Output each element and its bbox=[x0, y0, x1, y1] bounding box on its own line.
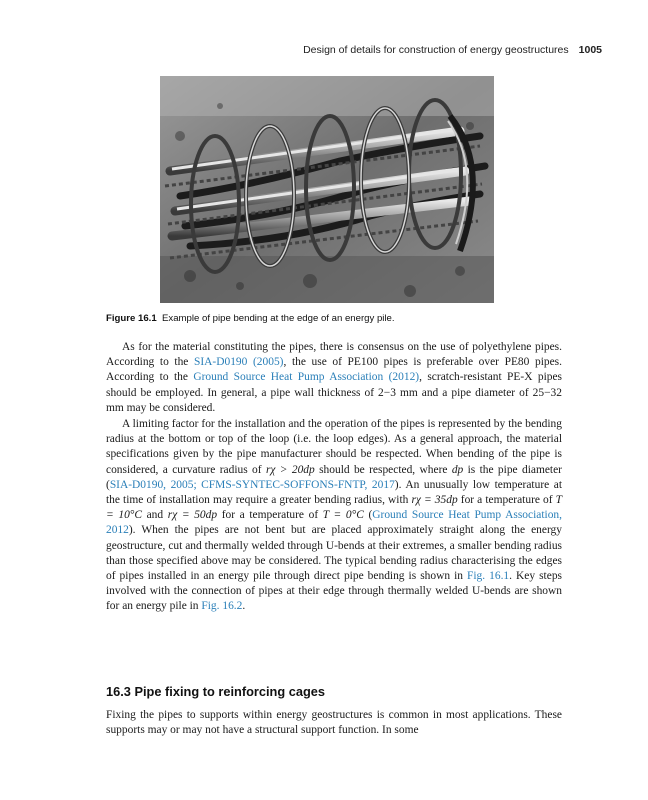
paragraph-3-text: Fixing the pipes to supports within energy geostructures is common in most applications. These supports may or may not have a structural support function. In some bbox=[106, 709, 562, 737]
reinforcing-cage-photo bbox=[160, 76, 494, 303]
math-expression: T = 10°C bbox=[106, 494, 563, 522]
figure-link[interactable]: Fig. 16.1 bbox=[467, 570, 510, 583]
text-run: ). An unusually low temperature at the time of installation may require a greater bending radius, with bbox=[106, 478, 562, 507]
text-run: ( bbox=[363, 509, 373, 522]
math-expression: T = 0°C bbox=[322, 509, 364, 522]
math-expression: dp bbox=[451, 463, 464, 476]
running-head bbox=[100, 44, 602, 56]
text-run: As for the material constituting the pipes, there is consensus on the use of polyethylene pipes. According to the bbox=[106, 341, 562, 369]
math-expression: rχ > 20dp bbox=[265, 463, 315, 476]
paragraph-2 bbox=[106, 417, 562, 615]
citation-link[interactable]: SIA-D0190, 2005; CFMS-SYNTEC-SOFFONS-FNTP, 2017 bbox=[109, 478, 395, 491]
text-run: and bbox=[141, 509, 168, 522]
text-run: should be respected, where bbox=[314, 463, 452, 476]
text-run: , scratch-resistant PE-X pipes should be employed. In general, a pipe wall thickness of 2−3 mm and a pipe diameter of 25−32 mm may be considered. bbox=[106, 371, 562, 414]
caption-text: Example of pipe bending at the edge of an energy pile. bbox=[162, 313, 395, 324]
paragraph-3 bbox=[106, 708, 562, 738]
citation-link[interactable]: Ground Source Heat Pump Association (2012) bbox=[193, 371, 420, 384]
text-run: is the pipe diameter ( bbox=[106, 463, 562, 491]
figure-link[interactable]: Fig. 16.2 bbox=[201, 600, 243, 613]
text-run: , the use of PE100 pipes is preferable over PE80 pipes. According to the bbox=[106, 356, 562, 384]
paragraph-1 bbox=[106, 340, 562, 416]
math-expression: rχ = 50dp bbox=[167, 509, 218, 522]
page-number: 1005 bbox=[578, 44, 602, 56]
text-run: ). When the pipes are not bent but are placed approximately straight along the energy geostructure, cut and thermally welded through U-bends at their extremes, a smaller bending radius than those specified above may be considered. The typical bending radius characterising the edges of pipes installed in an energy pile through direct pipe bending is shown in bbox=[106, 524, 562, 583]
text-run: A limiting factor for the installation and the operation of the pipes is represented by the bending radius at the bottom or top of the loop (i.e. the loop edges). As a general approach, the material specifications given by the pipe manufacturer should be respected. When bending of the pipe is considered, a curvature radius of bbox=[106, 418, 562, 476]
text-run: . bbox=[242, 600, 246, 613]
figure-label: Figure 16.1 bbox=[106, 313, 157, 324]
running-title: Design of details for construction of energy geostructures bbox=[303, 44, 569, 56]
citation-link[interactable]: SIA-D0190 (2005) bbox=[194, 356, 284, 369]
math-expression: rχ = 35dp bbox=[411, 494, 458, 507]
citation-link[interactable]: Ground Source Heat Pump Association, 2012 bbox=[106, 509, 562, 537]
figure-photo bbox=[160, 76, 494, 303]
figure-caption bbox=[106, 313, 395, 324]
text-run: . Key steps involved with the connection of pipes at their edge through thermally welded U-bends are shown for an energy pile in bbox=[106, 570, 562, 613]
text-run: for a temperature of bbox=[217, 509, 323, 522]
text-run: for a temperature of bbox=[457, 494, 556, 507]
section-heading: 16.3 Pipe fixing to reinforcing cages bbox=[106, 684, 326, 699]
